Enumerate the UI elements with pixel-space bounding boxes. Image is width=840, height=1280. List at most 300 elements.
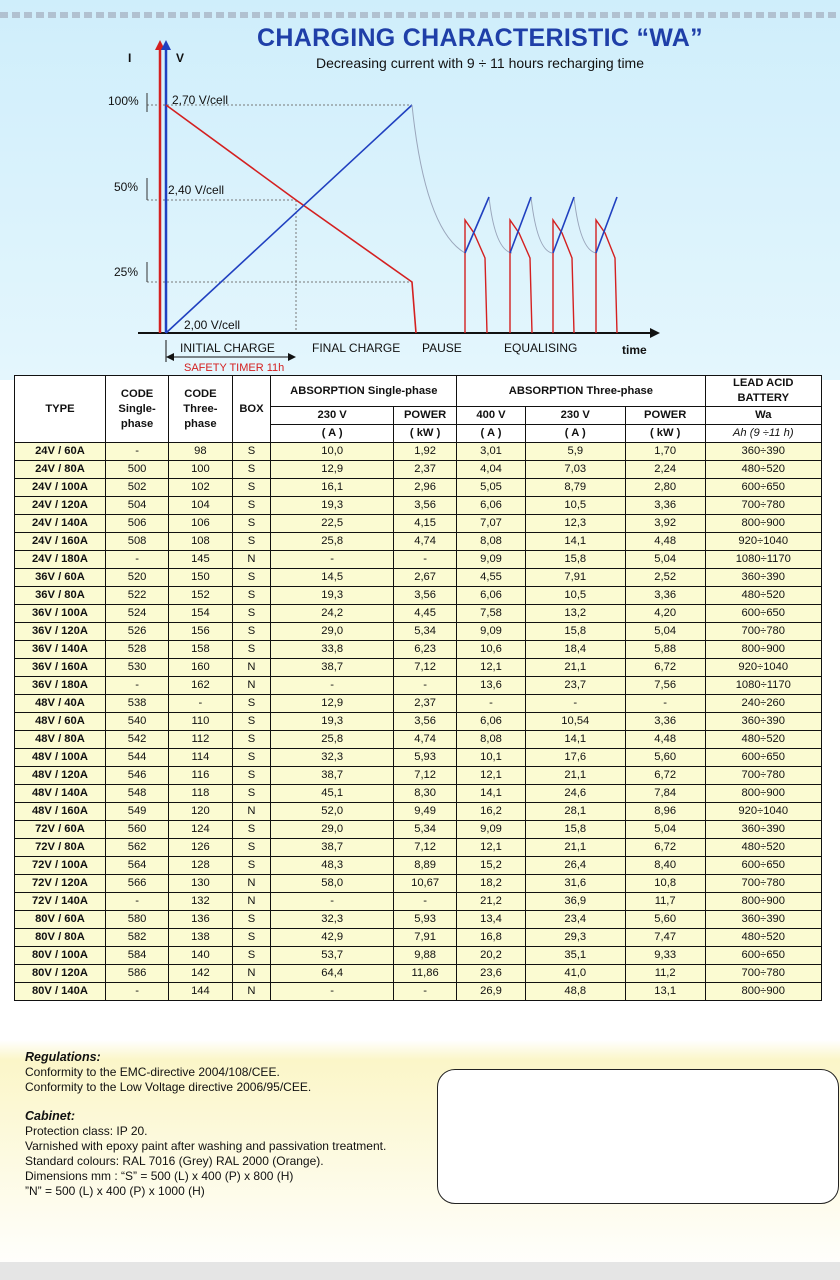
- table-cell: 58,0: [271, 875, 394, 893]
- table-cell: 45,1: [271, 785, 394, 803]
- table-cell: 360÷390: [705, 443, 821, 461]
- table-cell: 15,8: [525, 821, 625, 839]
- phase-pause: PAUSE: [422, 341, 462, 355]
- table-row: [15, 479, 822, 497]
- table-cell: 158: [169, 641, 232, 659]
- table-cell: 136: [169, 911, 232, 929]
- table-cell: N: [232, 893, 271, 911]
- table-cell: 20,2: [457, 947, 525, 965]
- table-cell: 11,2: [625, 965, 705, 983]
- table-cell: 8,30: [393, 785, 456, 803]
- header-wa: Wa: [705, 407, 821, 425]
- table-cell: S: [232, 515, 271, 533]
- table-cell: 4,74: [393, 731, 456, 749]
- cabinet-dimensions-s: Dimensions mm : “S” = 500 (L) x 400 (P) x 800 (H): [25, 1169, 294, 1183]
- table-cell: -: [271, 677, 394, 695]
- table-cell: 5,60: [625, 749, 705, 767]
- table-cell: 2,96: [393, 479, 456, 497]
- table-cell: 4,15: [393, 515, 456, 533]
- unit-ah: Ah (9 ÷11 h): [705, 425, 821, 443]
- table-cell: 23,7: [525, 677, 625, 695]
- table-cell: 14,1: [525, 533, 625, 551]
- table-cell: 524: [105, 605, 168, 623]
- table-cell: 24V / 80A: [15, 461, 106, 479]
- table-cell: 600÷650: [705, 479, 821, 497]
- table-cell: 32,3: [271, 911, 394, 929]
- table-cell: 3,56: [393, 497, 456, 515]
- top-dashed-border: [0, 12, 840, 18]
- table-cell: 920÷1040: [705, 803, 821, 821]
- table-cell: 504: [105, 497, 168, 515]
- table-cell: 3,56: [393, 713, 456, 731]
- table-cell: 150: [169, 569, 232, 587]
- table-cell: 6,23: [393, 641, 456, 659]
- table-cell: 80V / 120A: [15, 965, 106, 983]
- table-cell: 522: [105, 587, 168, 605]
- table-cell: 4,04: [457, 461, 525, 479]
- table-cell: 110: [169, 713, 232, 731]
- table-cell: 24,6: [525, 785, 625, 803]
- table-cell: 5,93: [393, 749, 456, 767]
- table-cell: 24V / 60A: [15, 443, 106, 461]
- table-cell: S: [232, 731, 271, 749]
- table-cell: S: [232, 641, 271, 659]
- table-cell: 21,1: [525, 767, 625, 785]
- table-cell: 3,92: [625, 515, 705, 533]
- table-cell: 700÷780: [705, 875, 821, 893]
- table-body: [15, 443, 822, 1001]
- table-cell: 13,6: [457, 677, 525, 695]
- table-cell: 2,67: [393, 569, 456, 587]
- table-cell: S: [232, 713, 271, 731]
- table-cell: 1080÷1170: [705, 677, 821, 695]
- table-cell: 48,8: [525, 983, 625, 1001]
- table-cell: -: [271, 893, 394, 911]
- table-cell: 14,5: [271, 569, 394, 587]
- table-cell: 564: [105, 857, 168, 875]
- table-cell: 18,2: [457, 875, 525, 893]
- table-cell: 8,40: [625, 857, 705, 875]
- table-cell: 5,88: [625, 641, 705, 659]
- table-cell: 16,1: [271, 479, 394, 497]
- table-cell: 12,9: [271, 695, 394, 713]
- table-cell: 36V / 60A: [15, 569, 106, 587]
- table-cell: S: [232, 749, 271, 767]
- table-cell: 25,8: [271, 533, 394, 551]
- cabinet-paint: Varnished with epoxy paint after washing and passivation treatment.: [25, 1139, 387, 1153]
- label-100-pct: 100%: [108, 94, 139, 108]
- table-cell: 9,09: [457, 821, 525, 839]
- table-cell: 15,2: [457, 857, 525, 875]
- table-cell: -: [271, 551, 394, 569]
- table-cell: 36V / 100A: [15, 605, 106, 623]
- table-cell: 6,06: [457, 497, 525, 515]
- table-cell: 35,1: [525, 947, 625, 965]
- table-cell: 800÷900: [705, 515, 821, 533]
- table-cell: 12,9: [271, 461, 394, 479]
- table-cell: 126: [169, 839, 232, 857]
- table-cell: -: [105, 443, 168, 461]
- table-cell: 1,92: [393, 443, 456, 461]
- empty-rounded-box: [437, 1069, 839, 1204]
- table-cell: 36V / 120A: [15, 623, 106, 641]
- table-cell: 360÷390: [705, 911, 821, 929]
- table-row: [15, 677, 822, 695]
- table-cell: 24V / 100A: [15, 479, 106, 497]
- table-cell: 120: [169, 803, 232, 821]
- table-cell: 53,7: [271, 947, 394, 965]
- table-cell: S: [232, 461, 271, 479]
- table-cell: 5,60: [625, 911, 705, 929]
- table-row: [15, 749, 822, 767]
- table-cell: 7,91: [525, 569, 625, 587]
- table-row: [15, 785, 822, 803]
- table-cell: 360÷390: [705, 821, 821, 839]
- table-cell: 21,1: [525, 839, 625, 857]
- table-cell: 80V / 80A: [15, 929, 106, 947]
- table-cell: 11,86: [393, 965, 456, 983]
- table-cell: 10,8: [625, 875, 705, 893]
- table-cell: 3,36: [625, 713, 705, 731]
- table-cell: 360÷390: [705, 713, 821, 731]
- table-cell: 1,70: [625, 443, 705, 461]
- table-cell: 5,04: [625, 551, 705, 569]
- table-cell: 548: [105, 785, 168, 803]
- table-cell: 13,1: [625, 983, 705, 1001]
- table-cell: 584: [105, 947, 168, 965]
- table-cell: 8,89: [393, 857, 456, 875]
- table-cell: 145: [169, 551, 232, 569]
- table-cell: 80V / 140A: [15, 983, 106, 1001]
- phase-final-charge: FINAL CHARGE: [312, 341, 401, 355]
- table-cell: 24,2: [271, 605, 394, 623]
- table-cell: 33,8: [271, 641, 394, 659]
- table-cell: 480÷520: [705, 731, 821, 749]
- table-row: [15, 605, 822, 623]
- table-cell: 132: [169, 893, 232, 911]
- equalising-pulse-1: [465, 197, 489, 333]
- table-cell: S: [232, 479, 271, 497]
- table-cell: 24V / 140A: [15, 515, 106, 533]
- table-cell: 506: [105, 515, 168, 533]
- table-cell: 8,08: [457, 533, 525, 551]
- table-cell: 480÷520: [705, 929, 821, 947]
- phase-equalising: EQUALISING: [504, 341, 578, 355]
- footer-notes: [25, 1050, 386, 1199]
- table-cell: 2,24: [625, 461, 705, 479]
- table-row: [15, 515, 822, 533]
- table-cell: 19,3: [271, 497, 394, 515]
- unit-a-230v: ( A ): [525, 425, 625, 443]
- table-cell: -: [105, 551, 168, 569]
- safety-timer-arrow-right: [288, 353, 296, 361]
- unit-kw-three: ( kW ): [625, 425, 705, 443]
- table-row: [15, 803, 822, 821]
- label-200-v-cell: 2,00 V/cell: [184, 318, 241, 332]
- table-cell: 116: [169, 767, 232, 785]
- table-cell: 7,84: [625, 785, 705, 803]
- table-cell: 800÷900: [705, 785, 821, 803]
- table-cell: 9,49: [393, 803, 456, 821]
- label-270-v-cell: 2,70 V/cell: [172, 93, 229, 107]
- table-cell: -: [393, 677, 456, 695]
- equalising-pulse-2: [510, 197, 532, 333]
- table-cell: 11,7: [625, 893, 705, 911]
- axis-label-current: I: [128, 51, 132, 65]
- label-50-pct: 50%: [114, 180, 139, 194]
- table-cell: 7,47: [625, 929, 705, 947]
- table-cell: 562: [105, 839, 168, 857]
- table-row: [15, 929, 822, 947]
- table-cell: 28,1: [525, 803, 625, 821]
- table-cell: 520: [105, 569, 168, 587]
- table-cell: 540: [105, 713, 168, 731]
- header-power: POWER: [393, 407, 456, 425]
- table-cell: 48V / 100A: [15, 749, 106, 767]
- table-cell: 10,6: [457, 641, 525, 659]
- table-cell: S: [232, 785, 271, 803]
- decay-curve-4: [574, 197, 596, 253]
- table-cell: 29,0: [271, 623, 394, 641]
- table-row: [15, 947, 822, 965]
- table-row: [15, 587, 822, 605]
- table-cell: -: [105, 983, 168, 1001]
- table-row: [15, 911, 822, 929]
- product-table: [14, 375, 822, 1001]
- table-cell: 700÷780: [705, 623, 821, 641]
- table-cell: 29,3: [525, 929, 625, 947]
- equalising-pulse-4: [596, 197, 617, 333]
- table-row: [15, 821, 822, 839]
- table-cell: 108: [169, 533, 232, 551]
- table-cell: 5,93: [393, 911, 456, 929]
- table-cell: 800÷900: [705, 893, 821, 911]
- table-cell: 138: [169, 929, 232, 947]
- table-cell: S: [232, 443, 271, 461]
- table-cell: 544: [105, 749, 168, 767]
- table-cell: 10,67: [393, 875, 456, 893]
- table-cell: 72V / 80A: [15, 839, 106, 857]
- table-cell: 4,55: [457, 569, 525, 587]
- table-cell: 600÷650: [705, 947, 821, 965]
- table-cell: 36V / 180A: [15, 677, 106, 695]
- table-cell: 142: [169, 965, 232, 983]
- table-cell: -: [625, 695, 705, 713]
- table-cell: 48V / 40A: [15, 695, 106, 713]
- table-row: [15, 839, 822, 857]
- table-cell: 508: [105, 533, 168, 551]
- table-cell: 72V / 140A: [15, 893, 106, 911]
- table-cell: 600÷650: [705, 857, 821, 875]
- table-cell: 72V / 60A: [15, 821, 106, 839]
- bottom-bar: [0, 1262, 840, 1280]
- table-cell: 9,09: [457, 623, 525, 641]
- table-cell: 1080÷1170: [705, 551, 821, 569]
- table-cell: -: [169, 695, 232, 713]
- decay-curve-3: [531, 197, 552, 253]
- table-row: [15, 623, 822, 641]
- table-cell: 700÷780: [705, 767, 821, 785]
- voltage-decay-curve: [412, 105, 465, 253]
- table-cell: S: [232, 911, 271, 929]
- table-cell: 12,1: [457, 659, 525, 677]
- table-cell: 25,8: [271, 731, 394, 749]
- header-absorption-three: ABSORPTION Three-phase: [457, 376, 705, 407]
- table-cell: 24V / 160A: [15, 533, 106, 551]
- table-cell: S: [232, 605, 271, 623]
- equalising-pulse-3: [553, 197, 574, 333]
- table-cell: 102: [169, 479, 232, 497]
- table-cell: -: [271, 983, 394, 1001]
- table-cell: 19,3: [271, 713, 394, 731]
- table-cell: 18,4: [525, 641, 625, 659]
- table-cell: 8,79: [525, 479, 625, 497]
- table-cell: 12,1: [457, 767, 525, 785]
- table-cell: 7,58: [457, 605, 525, 623]
- table-cell: 10,5: [525, 497, 625, 515]
- charging-characteristic-chart: [0, 30, 840, 375]
- unit-a-400v: ( A ): [457, 425, 525, 443]
- table-cell: N: [232, 875, 271, 893]
- table-cell: 7,12: [393, 767, 456, 785]
- table-cell: 800÷900: [705, 983, 821, 1001]
- table-cell: S: [232, 839, 271, 857]
- time-axis-label: time: [622, 343, 647, 357]
- table-cell: 15,8: [525, 551, 625, 569]
- table-cell: 32,3: [271, 749, 394, 767]
- table-cell: 360÷390: [705, 569, 821, 587]
- table-cell: 600÷650: [705, 749, 821, 767]
- table-cell: 112: [169, 731, 232, 749]
- table-cell: 7,12: [393, 659, 456, 677]
- table-cell: N: [232, 551, 271, 569]
- table-cell: 41,0: [525, 965, 625, 983]
- table-cell: 48V / 60A: [15, 713, 106, 731]
- table-cell: 98: [169, 443, 232, 461]
- safety-timer-label: SAFETY TIMER 11h: [184, 362, 285, 374]
- table-cell: 26,4: [525, 857, 625, 875]
- header-400v: 400 V: [457, 407, 525, 425]
- table-cell: 106: [169, 515, 232, 533]
- table-cell: 10,5: [525, 587, 625, 605]
- table-cell: 546: [105, 767, 168, 785]
- table-cell: 42,9: [271, 929, 394, 947]
- table-cell: 6,06: [457, 713, 525, 731]
- table-cell: 48V / 120A: [15, 767, 106, 785]
- table-cell: S: [232, 695, 271, 713]
- table-cell: 5,04: [625, 821, 705, 839]
- header-code-three: CODE Three-phase: [169, 376, 232, 443]
- table-cell: 542: [105, 731, 168, 749]
- table-cell: 9,33: [625, 947, 705, 965]
- table-cell: 580: [105, 911, 168, 929]
- table-cell: S: [232, 767, 271, 785]
- table-cell: 2,37: [393, 461, 456, 479]
- table-cell: 14,1: [525, 731, 625, 749]
- table-cell: 566: [105, 875, 168, 893]
- cabinet-protection: Protection class: IP 20.: [25, 1124, 148, 1138]
- table-row: [15, 875, 822, 893]
- table-cell: 7,03: [525, 461, 625, 479]
- table-cell: 3,01: [457, 443, 525, 461]
- table-cell: 72V / 100A: [15, 857, 106, 875]
- table-cell: 4,45: [393, 605, 456, 623]
- table-cell: 8,96: [625, 803, 705, 821]
- table-cell: 48V / 140A: [15, 785, 106, 803]
- table-cell: 480÷520: [705, 839, 821, 857]
- table-cell: 36V / 160A: [15, 659, 106, 677]
- unit-a: ( A ): [271, 425, 394, 443]
- header-lead-acid-battery: LEAD ACID BATTERY: [705, 376, 821, 407]
- table-cell: 4,48: [625, 731, 705, 749]
- table-cell: 160: [169, 659, 232, 677]
- table-cell: 600÷650: [705, 605, 821, 623]
- table-row: [15, 713, 822, 731]
- table-cell: 5,9: [525, 443, 625, 461]
- table-row: [15, 497, 822, 515]
- table-cell: 10,0: [271, 443, 394, 461]
- table-cell: S: [232, 947, 271, 965]
- table-cell: 502: [105, 479, 168, 497]
- header-type: TYPE: [15, 376, 106, 443]
- table-cell: 23,4: [525, 911, 625, 929]
- table-cell: 2,37: [393, 695, 456, 713]
- page-title: CHARGING CHARACTERISTIC “WA”: [257, 24, 703, 52]
- table-cell: 144: [169, 983, 232, 1001]
- header-box: BOX: [232, 376, 271, 443]
- table-cell: 4,20: [625, 605, 705, 623]
- table-cell: -: [393, 551, 456, 569]
- decay-curve-2: [489, 197, 512, 253]
- table-row: [15, 965, 822, 983]
- table-cell: S: [232, 821, 271, 839]
- table-cell: 5,05: [457, 479, 525, 497]
- table-cell: 700÷780: [705, 497, 821, 515]
- table-cell: N: [232, 983, 271, 1001]
- table-row: [15, 569, 822, 587]
- table-row: [15, 767, 822, 785]
- time-axis-arrow: [650, 328, 660, 338]
- table-cell: 118: [169, 785, 232, 803]
- header-code-single: CODE Single-phase: [105, 376, 168, 443]
- table-cell: 582: [105, 929, 168, 947]
- table-cell: 48V / 80A: [15, 731, 106, 749]
- table-cell: 38,7: [271, 767, 394, 785]
- table-cell: N: [232, 659, 271, 677]
- table-cell: -: [457, 695, 525, 713]
- table-cell: 17,6: [525, 749, 625, 767]
- table-cell: 80V / 60A: [15, 911, 106, 929]
- table-cell: S: [232, 533, 271, 551]
- table-cell: 3,56: [393, 587, 456, 605]
- regulation-emc: Conformity to the EMC-directive 2004/108/CEE.: [25, 1065, 280, 1079]
- axis-label-voltage: V: [176, 51, 185, 65]
- table-cell: -: [525, 695, 625, 713]
- table-cell: S: [232, 929, 271, 947]
- table-cell: 29,0: [271, 821, 394, 839]
- table-cell: 152: [169, 587, 232, 605]
- table-row: [15, 641, 822, 659]
- table-cell: 31,6: [525, 875, 625, 893]
- table-cell: 19,3: [271, 587, 394, 605]
- table-cell: 128: [169, 857, 232, 875]
- table-row: [15, 857, 822, 875]
- table-cell: 26,9: [457, 983, 525, 1001]
- table-cell: 24V / 120A: [15, 497, 106, 515]
- table-cell: 38,7: [271, 659, 394, 677]
- table-cell: 72V / 120A: [15, 875, 106, 893]
- table-cell: 10,1: [457, 749, 525, 767]
